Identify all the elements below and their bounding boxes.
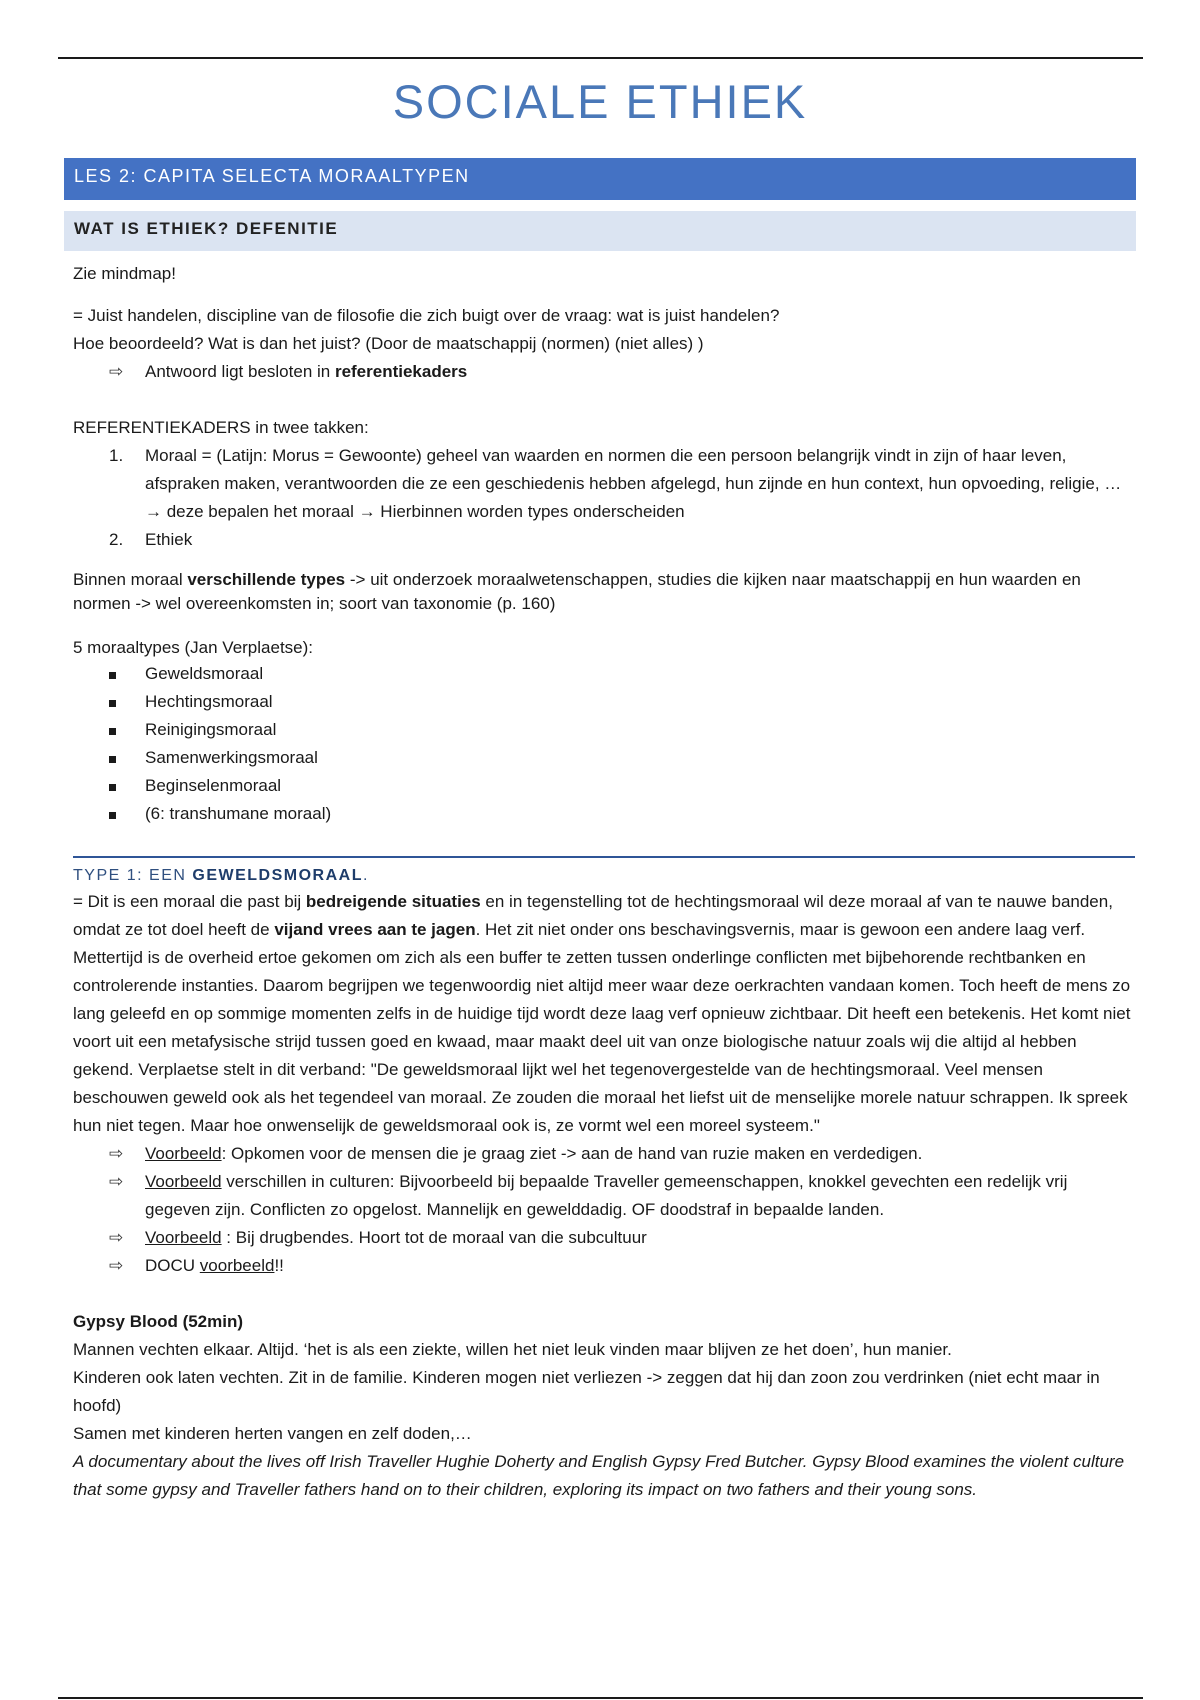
gypsy-line: Samen met kinderen herten vangen en zelf doden,… xyxy=(73,1424,472,1443)
heading-type1-bold: GEWELDSMORAAL xyxy=(192,867,363,884)
examples-list xyxy=(73,1140,1135,1280)
ref-list xyxy=(73,442,1135,554)
arrow-icon: ⇨ xyxy=(109,1228,124,1247)
type1-text: en in tegenstelling tot de hechtingsmoraal wil deze moraal af van te nauwe banden, omdat ze tot doel heeft de xyxy=(73,892,1113,939)
example-label: Voorbeeld xyxy=(145,1228,222,1247)
gypsy-title xyxy=(73,1308,1135,1336)
docu-label: voorbeeld xyxy=(199,1256,275,1275)
arrow-icon: ⇨ xyxy=(109,1144,124,1163)
list-item xyxy=(73,716,1135,744)
definition-line: = Juist handelen, discipline van de filosofie die zich buigt over de vraag: wat is juist handelen? xyxy=(73,306,780,325)
list-text: Geweldsmoraal xyxy=(145,664,264,683)
type1-text: . Het zit niet onder ons beschavingsvernis, maar is gewoon een andere laag verf. Mettertijd is de overheid ertoe gekomen om zich als een buffer te zetten tussen onderlinge conflicten met bijbehorende rechtbanken en controlerende instanties. Daarom begrijpen we tegenwoordig niet altijd meer waar deze oerkrachten vandaan komen. Toch heeft de mens zo lang geleefd en op sommige momenten zelfs in de huidige tijd wordt deze laag verf opnieuw zichtbaar. Dit heeft een betekenis. Het komt niet voort uit een metafysische strijd tussen goed en kwaad, maar maakt deel uit van onze biologische natuur zoals wij die altijd al hebben gekend. Verplaetse stelt in dit verband: "De geweldsmoraal lijkt wel het tegenovergestelde van de hechtingsmoraal. Veel mensen beschouwen geweld ook als het tegendeel van moraal. Ze zouden die moraal het liefst uit de menselijke morele natuur schrappen. Ik spreek hun niet tegen. Maar hoe onwenselijk de geweldsmoraal ook is, ze vormt wel een moreel systeem." xyxy=(73,920,1131,1135)
heading-type1 xyxy=(73,856,1135,888)
square-bullet-icon xyxy=(109,660,139,688)
list-text: Reinigingsmoraal xyxy=(145,720,277,739)
gypsy-line: Mannen vechten elkaar. Altijd. ‘het is als een ziekte, willen het niet leuk vinden maar blijven ze het doen’, hun manier. xyxy=(73,1340,952,1359)
list-item xyxy=(73,772,1135,800)
arrow-icon: ⇨ xyxy=(109,362,124,381)
arrow-item xyxy=(73,358,1135,386)
types-post: -> uit onderzoek moraalwetenschappen, studies die kijken naar maatschappij en hun waarden en normen -> wel overeenkomsten in; soort van taxonomie (p. 160) xyxy=(73,570,1081,613)
example-text: : Opkomen voor de mensen die je graag ziet -> aan de hand van ruzie maken en verdedigen. xyxy=(221,1144,923,1163)
mindmap-note: Zie mindmap! xyxy=(73,264,176,283)
square-bullet-icon xyxy=(109,800,139,828)
square-bullet-icon xyxy=(109,716,139,744)
example-label: Voorbeeld xyxy=(145,1172,222,1191)
type1-paragraph xyxy=(73,888,1135,1140)
type1-bold: vijand vrees aan te jagen xyxy=(274,920,476,939)
type1-bold: bedreigende situaties xyxy=(305,892,481,911)
list-number: 1. xyxy=(109,446,124,465)
gypsy-italic: A documentary about the lives off Irish Traveller Hughie Doherty and English Gypsy Fred Butcher. Gypsy Blood examines the violent culture that some gypsy and Traveller fathers hand on to their children, exploring its impact on two fathers and their young sons. xyxy=(73,1452,1125,1499)
example-text: verschillen in culturen: Bijvoorbeeld bij bepaalde Traveller gemeenschappen, knokkel gevechten een redelijk vrij gegeven zijn. Conflicten zo opgelost. Mannelijk en gewelddadig. OF doodstraf in bepaalde landen. xyxy=(145,1172,1068,1219)
list-text: (6: transhumane moraal) xyxy=(145,804,332,823)
gypsy-line: Kinderen ook laten vechten. Zit in de familie. Kinderen mogen niet verliezen -> zeggen dat hij dan zoon zou verdrinken (niet echt maar in hoofd) xyxy=(73,1368,1100,1415)
list-item xyxy=(73,442,1135,526)
ref-intro: REFERENTIEKADERS in twee takken: xyxy=(73,418,369,437)
arrow-text: Antwoord ligt besloten in xyxy=(145,362,335,381)
list-item xyxy=(73,800,1135,828)
list-text: Ethiek xyxy=(145,530,193,549)
list-item xyxy=(73,526,1135,554)
types-pre: Binnen moraal xyxy=(73,570,188,589)
arrow-icon: ⇨ xyxy=(109,1172,124,1191)
five-types-list xyxy=(73,660,1135,828)
arrow-bold: referentiekaders xyxy=(334,362,468,381)
list-item xyxy=(73,688,1135,716)
square-bullet-icon xyxy=(109,772,139,800)
list-text: Moraal = (Latijn: Morus = Gewoonte) geheel van waarden en normen die een persoon belangrijk vindt in zijn of haar leven, afspraken maken, verantwoorden die ze een geschiedenis hebben afgelegd, hun zijnde en hun context, hun opvoeding, religie, … → deze bepalen het moraal → Hierbinnen worden types onderscheiden xyxy=(145,446,1122,521)
document-body xyxy=(73,260,1135,1504)
arrow-icon: ⇨ xyxy=(109,1256,124,1275)
heading-lesson: LES 2: CAPITA SELECTA MORAALTYPEN xyxy=(64,158,1136,200)
square-bullet-icon xyxy=(109,688,139,716)
square-bullet-icon xyxy=(109,744,139,772)
example-text: : Bij drugbendes. Hoort tot de moraal van die subcultuur xyxy=(221,1228,647,1247)
docu-text: !! xyxy=(274,1256,284,1275)
list-item xyxy=(73,1252,1135,1280)
list-item xyxy=(73,660,1135,688)
gypsy-title-text: Gypsy Blood (52min) xyxy=(73,1312,244,1331)
example-label: Voorbeeld xyxy=(145,1144,222,1163)
gypsy-description xyxy=(73,1448,1135,1504)
list-number: 2. xyxy=(109,530,124,549)
heading-type1-post: . xyxy=(362,867,369,884)
list-text: Hechtingsmoraal xyxy=(145,692,273,711)
list-item xyxy=(73,1140,1135,1168)
heading-type1-pre: TYPE 1: EEN xyxy=(73,867,193,884)
document-title: SOCIALE ETHIEK xyxy=(392,75,808,128)
types-paragraph xyxy=(73,568,1135,616)
heading-definition: WAT IS ETHIEK? DEFENITIE xyxy=(64,211,1136,251)
five-types-intro: 5 moraaltypes (Jan Verplaetse): xyxy=(73,638,314,657)
bottom-rule xyxy=(58,1697,1143,1699)
top-rule xyxy=(58,57,1143,59)
types-bold: verschillende types xyxy=(187,570,346,589)
list-item xyxy=(73,1224,1135,1252)
list-text: Samenwerkingsmoraal xyxy=(145,748,318,767)
list-item xyxy=(73,1168,1135,1224)
list-text: Beginselenmoraal xyxy=(145,776,282,795)
definition-question: Hoe beoordeeld? Wat is dan het juist? (Door de maatschappij (normen) (niet alles) ) xyxy=(73,334,704,353)
list-item xyxy=(73,744,1135,772)
type1-text: = Dit is een moraal die past bij xyxy=(73,892,306,911)
docu-text: DOCU xyxy=(145,1256,200,1275)
